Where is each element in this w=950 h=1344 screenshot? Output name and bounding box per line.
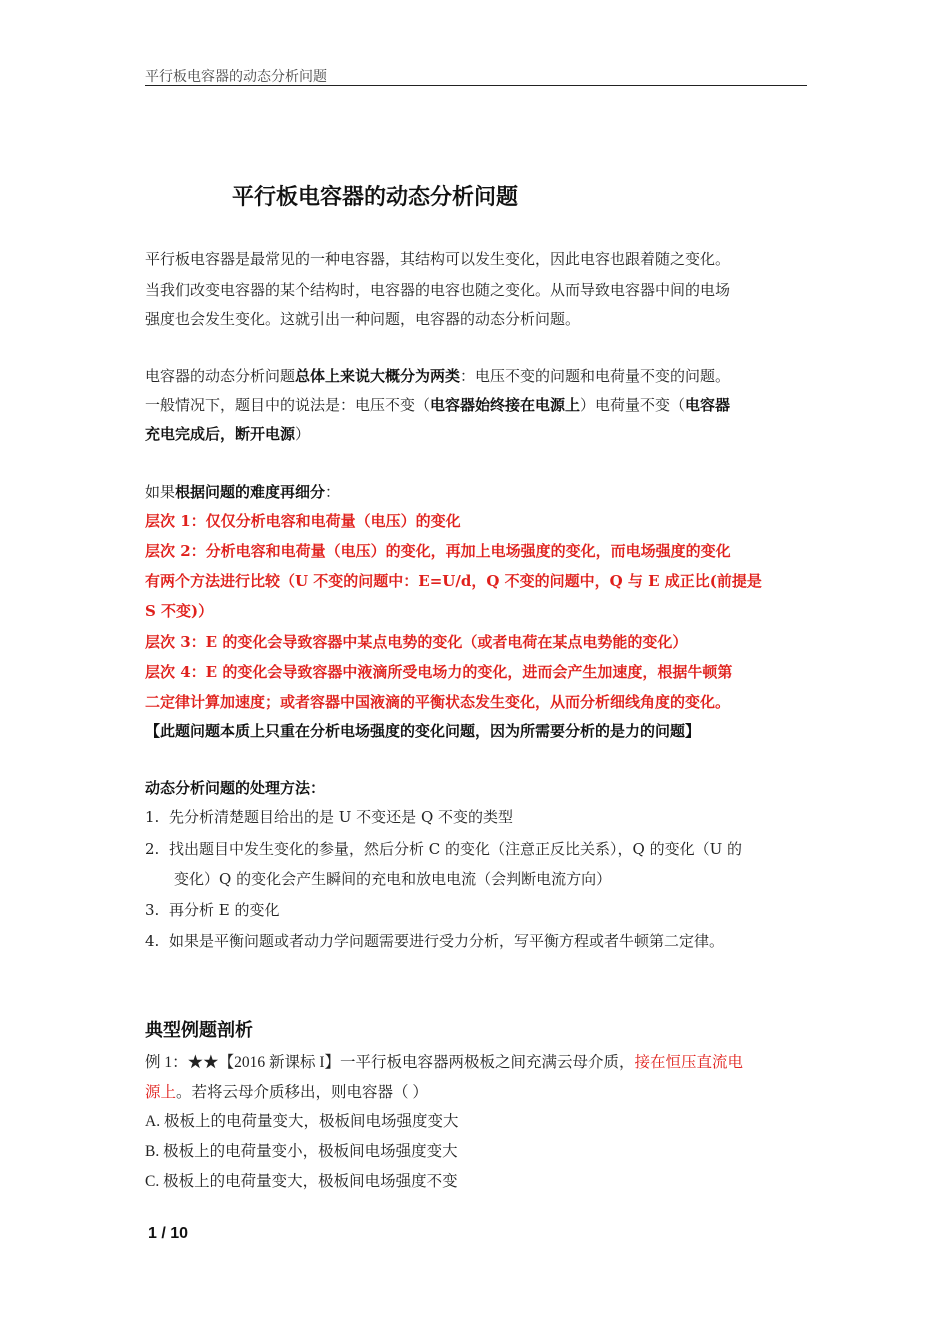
method-item-number: 3. xyxy=(145,901,160,919)
method-item xyxy=(145,802,807,833)
method-item-text: 找出题目中发生变化的参量，然后分析 C 的变化（注意正反比关系），Q 的变化（U 的 xyxy=(169,840,742,858)
classify-line-2 xyxy=(145,390,807,421)
method-item xyxy=(145,926,807,957)
method-item-text: 再分析 E 的变化 xyxy=(169,901,280,919)
classify-text: 一般情况下，题目中的说法是：电压不变（ xyxy=(145,396,431,414)
method-item xyxy=(145,895,807,926)
method-item xyxy=(145,834,807,865)
method-item-number: 4. xyxy=(145,932,160,950)
intro-line-2: 当我们改变电容器的某个结构时，电容器的电容也随之变化。从而导致电容器中间的电场 xyxy=(145,281,731,299)
example-text: 例 1：★★【2016 新课标 I】一平行板电容器两极板之间充满云母介质， xyxy=(145,1054,635,1071)
method-item-number: 2. xyxy=(145,840,160,858)
option-b: B. 极板上的电荷量变小，极板间电场强度变大 xyxy=(145,1143,458,1160)
classify-emph: 电容器 xyxy=(685,396,731,414)
option-c: C. 极板上的电荷量变大，极板间电场强度不变 xyxy=(145,1173,458,1190)
classify-text: ） xyxy=(295,425,311,443)
classify-text: ）电荷量不变（ xyxy=(580,396,686,414)
level-3: 层次 3：E 的变化会导致容器中某点电势的变化（或者电荷在某点电势能的变化） xyxy=(145,633,688,651)
example-1-line-2 xyxy=(145,1077,807,1108)
classify-text: ：电压不变的问题和电荷量不变的问题。 xyxy=(460,367,731,385)
header-rule xyxy=(145,85,807,86)
method-item-number: 1. xyxy=(145,808,160,826)
levels-intro xyxy=(145,477,807,508)
example-text: 。若将云母介质移出，则电容器（ ） xyxy=(176,1084,428,1101)
intro-line-3: 强度也会发生变化。这就引出一种问题，电容器的动态分析问题。 xyxy=(145,310,581,328)
example-highlight: 接在恒压直流电 xyxy=(634,1054,744,1071)
levels-text: 如果 xyxy=(145,483,176,501)
examples-heading: 典型例题剖析 xyxy=(145,1020,253,1041)
level-2-line-1: 层次 2：分析电容和电荷量（电压）的变化，再加上电场强度的变化，而电场强度的变化 xyxy=(145,542,731,560)
running-header: 平行板电容器的动态分析问题 xyxy=(145,69,327,85)
method-heading: 动态分析问题的处理方法： xyxy=(145,779,326,797)
method-item-text: 先分析清楚题目给出的是 U 不变还是 Q 不变的类型 xyxy=(169,808,514,826)
level-2-line-3: S 不变)） xyxy=(145,602,214,620)
method-item-continuation: 变化）Q 的变化会产生瞬间的充电和放电电流（会判断电流方向） xyxy=(174,870,612,888)
option-a: A. 极板上的电荷量变大，极板间电场强度变大 xyxy=(145,1113,459,1130)
level-4-line-1: 层次 4：E 的变化会导致容器中液滴所受电场力的变化，进而会产生加速度，根据牛顿第 xyxy=(145,663,733,681)
level-1: 层次 1：仅仅分析电容和电荷量（电压）的变化 xyxy=(145,512,461,530)
intro-line-1: 平行板电容器是最常见的一种电容器，其结构可以发生变化，因此电容也跟着随之变化。 xyxy=(145,250,731,268)
classify-text: 电容器的动态分析问题 xyxy=(145,367,296,385)
level-note: 【此题问题本质上只重在分析电场强度的变化问题，因为所需要分析的是力的问题】 xyxy=(145,722,701,740)
level-2-line-2: 有两个方法进行比较（U 不变的问题中：E=U/d，Q 不变的问题中，Q 与 E 成正比(前提是 xyxy=(145,572,762,590)
page-number: 1 / 10 xyxy=(148,1225,189,1242)
classify-emph: 电容器始终接在电源上 xyxy=(430,396,581,414)
method-item-text: 如果是平衡问题或者动力学问题需要进行受力分析，写平衡方程或者牛顿第二定律。 xyxy=(169,932,725,950)
example-1-line-1 xyxy=(145,1047,807,1078)
example-highlight: 源上 xyxy=(145,1084,177,1101)
classify-line-3 xyxy=(145,419,807,450)
page-title: 平行板电容器的动态分析问题 xyxy=(232,185,519,210)
classify-line-1 xyxy=(145,361,807,392)
level-4-line-2: 二定律计算加速度；或者容器中国液滴的平衡状态发生变化，从而分析细线角度的变化。 xyxy=(145,693,731,711)
levels-text: ： xyxy=(325,483,341,501)
classify-emph: 充电完成后，断开电源 xyxy=(145,425,296,443)
levels-emph: 根据问题的难度再细分 xyxy=(175,483,326,501)
classify-emph: 总体上来说大概分为两类 xyxy=(295,367,461,385)
